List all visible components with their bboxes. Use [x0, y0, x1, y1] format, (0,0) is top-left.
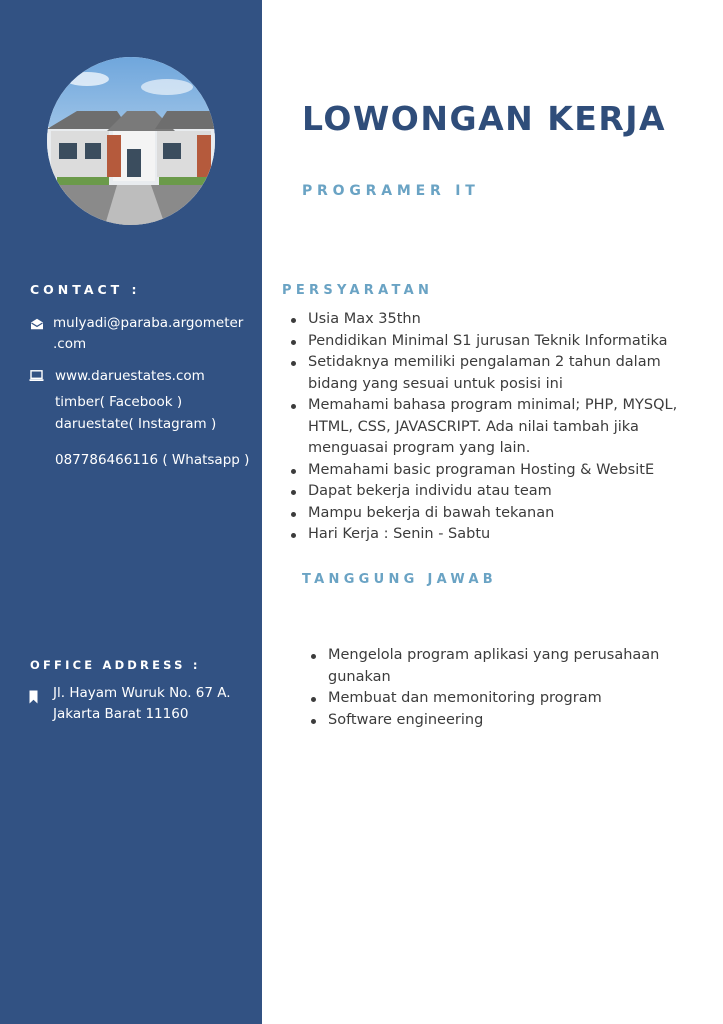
contact-email[interactable] — [53, 313, 243, 355]
contact-whatsapp: 087786466116 ( Whatsapp ) — [55, 452, 250, 468]
bookmark-icon — [29, 689, 38, 708]
page-title: LOWONGAN KERJA — [302, 99, 667, 138]
office-address-line1: Jl. Hayam Wuruk No. 67 A. — [53, 685, 231, 701]
list-item: Memahami bahasa program minimal; PHP, MYSQL, HTML, CSS, JAVASCRIPT. Ada nilai tambah jika menguasai program yang lain. — [288, 395, 713, 460]
requirements-list — [288, 309, 713, 546]
job-position: PROGRAMER IT — [302, 183, 480, 199]
contact-instagram: daruestate( Instagram ) — [55, 416, 217, 432]
list-item: Pendidikan Minimal S1 jurusan Teknik Informatika — [288, 331, 713, 353]
list-item: Memahami basic programan Hosting & WebsitE — [288, 460, 713, 482]
envelope-icon — [30, 315, 44, 334]
list-item: Dapat bekerja individu atau team — [288, 481, 713, 503]
laptop-icon — [29, 367, 44, 386]
contact-heading: CONTACT : — [30, 282, 141, 297]
house-photo — [47, 57, 215, 225]
list-item: Setidaknya memiliki pengalaman 2 tahun dalam bidang yang sesuai untuk posisi ini — [288, 352, 713, 395]
requirements-heading: PERSYARATAN — [282, 283, 434, 298]
responsibilities-list — [308, 645, 720, 731]
contact-email-line2[interactable]: .com — [53, 336, 87, 352]
list-item: Mengelola program aplikasi yang perusahaan gunakan — [308, 645, 720, 688]
list-item: Software engineering — [308, 710, 720, 732]
contact-website[interactable]: www.daruestates.com — [55, 368, 205, 384]
responsibilities-heading: TANGGUNG JAWAB — [302, 572, 498, 587]
list-item: Hari Kerja : Senin - Sabtu — [288, 524, 713, 546]
contact-facebook: timber( Facebook ) — [55, 394, 183, 410]
office-address-line2: Jakarta Barat 11160 — [53, 706, 189, 722]
contact-email-line1[interactable]: mulyadi@paraba.argometer — [53, 315, 244, 331]
list-item: Membuat dan memonitoring program — [308, 688, 720, 710]
list-item: Mampu bekerja di bawah tekanan — [288, 503, 713, 525]
office-address — [53, 683, 231, 725]
office-address-heading: OFFICE ADDRESS : — [30, 658, 201, 672]
list-item: Usia Max 35thn — [288, 309, 713, 331]
